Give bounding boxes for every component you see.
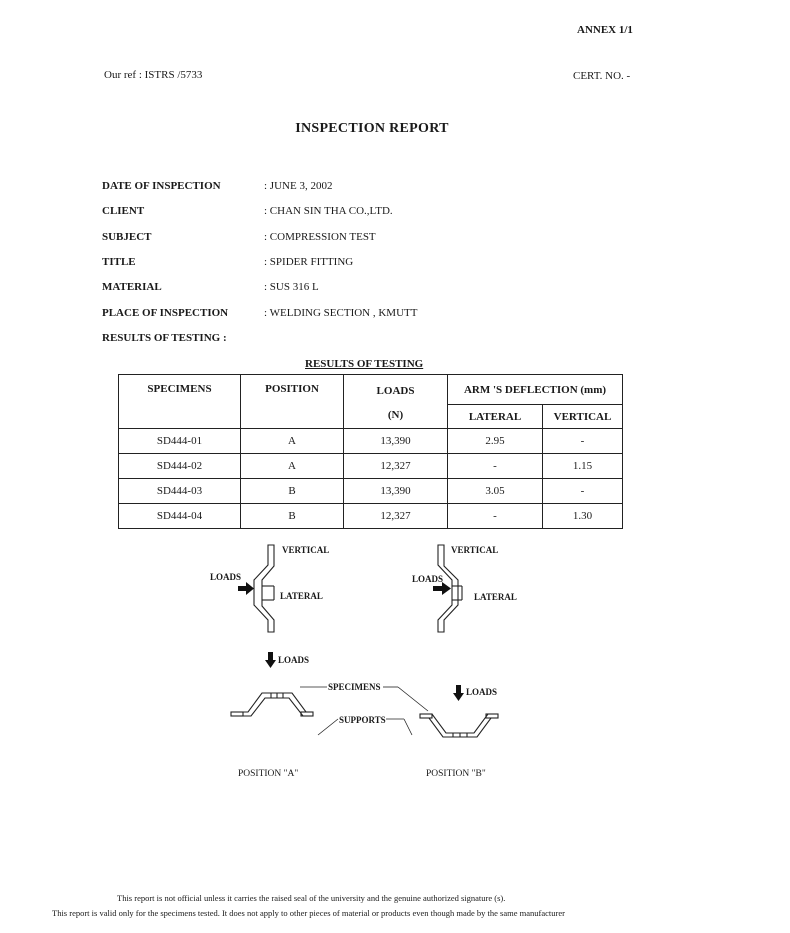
cell-vertical: 1.30 [543, 504, 623, 529]
diagram-label-supports: SUPPORTS [339, 715, 386, 725]
cell-specimen: SD444-03 [119, 479, 241, 504]
cell-position: B [241, 479, 344, 504]
field-label: CLIENT [102, 205, 145, 217]
specimen-position-a [231, 693, 313, 716]
diagram-label-vertical: VERTICAL [451, 545, 499, 555]
col-deflection: ARM 'S DEFLECTION (mm) [448, 375, 623, 405]
diagram-label-loads: LOADS [466, 687, 498, 697]
field-value: : WELDING SECTION , KMUTT [264, 307, 418, 319]
field-label: SUBJECT [102, 231, 152, 243]
field-value: : SPIDER FITTING [264, 256, 354, 268]
diagram-label-specimens: SPECIMENS [328, 682, 381, 692]
field-label: PLACE OF INSPECTION [102, 307, 229, 319]
diagram-label-lateral: LATERAL [474, 592, 517, 602]
results-caption: RESULTS OF TESTING [305, 358, 424, 370]
annex-label: ANNEX 1/1 [577, 24, 633, 36]
load-arrow-down-icon [453, 685, 464, 701]
col-position: POSITION [241, 375, 344, 429]
cell-load: 12,327 [344, 504, 448, 529]
field-value: : JUNE 3, 2002 [264, 180, 333, 192]
field-label: RESULTS OF TESTING : [102, 332, 227, 344]
cert-no: CERT. NO. - [573, 70, 631, 82]
position-a-label: POSITION "A" [238, 769, 299, 779]
cell-position: A [241, 454, 344, 479]
specimen-position-b [420, 714, 498, 737]
diagram-label-loads: LOADS [210, 572, 242, 582]
cell-vertical: 1.15 [543, 454, 623, 479]
load-arrow-icon [238, 582, 254, 595]
report-title: INSPECTION REPORT [295, 121, 449, 136]
cell-vertical: - [543, 429, 623, 454]
cell-load: 13,390 [344, 479, 448, 504]
field-label: DATE OF INSPECTION [102, 180, 221, 192]
cell-load: 12,327 [344, 454, 448, 479]
field-value: : CHAN SIN THA CO.,LTD. [264, 205, 393, 217]
fitting-side-view-a [254, 545, 274, 632]
leader-lines [300, 687, 428, 735]
footer-disclaimer-2: This report is valid only for the specimens tested. It does not apply to other pieces of material or products even though made by the same manufacturer [52, 908, 565, 918]
col-lateral: LATERAL [448, 405, 543, 429]
cell-specimen: SD444-04 [119, 504, 241, 529]
cell-position: B [241, 504, 344, 529]
field-label: MATERIAL [102, 281, 162, 293]
col-loads-label: LOADS [376, 384, 415, 397]
our-ref: Our ref : ISTRS /5733 [104, 69, 203, 81]
field-label: TITLE [102, 256, 136, 268]
load-arrow-down-icon [265, 652, 276, 668]
diagram-label-loads: LOADS [412, 574, 444, 584]
field-value: : COMPRESSION TEST [264, 231, 376, 243]
cell-lateral: 3.05 [448, 479, 543, 504]
cell-load: 13,390 [344, 429, 448, 454]
footer-disclaimer-1: This report is not official unless it carries the raised seal of the university and the genuine authorized signature (s). [117, 893, 506, 903]
diagram-label-vertical: VERTICAL [282, 545, 330, 555]
cell-specimen: SD444-01 [119, 429, 241, 454]
diagram-label-loads: LOADS [278, 655, 310, 665]
cell-lateral: - [448, 504, 543, 529]
col-vertical: VERTICAL [543, 405, 623, 429]
cell-lateral: 2.95 [448, 429, 543, 454]
position-b-label: POSITION "B" [426, 769, 486, 779]
diagram-label-lateral: LATERAL [280, 591, 323, 601]
cell-vertical: - [543, 479, 623, 504]
cell-specimen: SD444-02 [119, 454, 241, 479]
col-specimens: SPECIMENS [119, 375, 241, 429]
cell-lateral: - [448, 454, 543, 479]
field-value: : SUS 316 L [264, 281, 319, 293]
cell-position: A [241, 429, 344, 454]
col-loads-unit: (N) [387, 408, 404, 421]
